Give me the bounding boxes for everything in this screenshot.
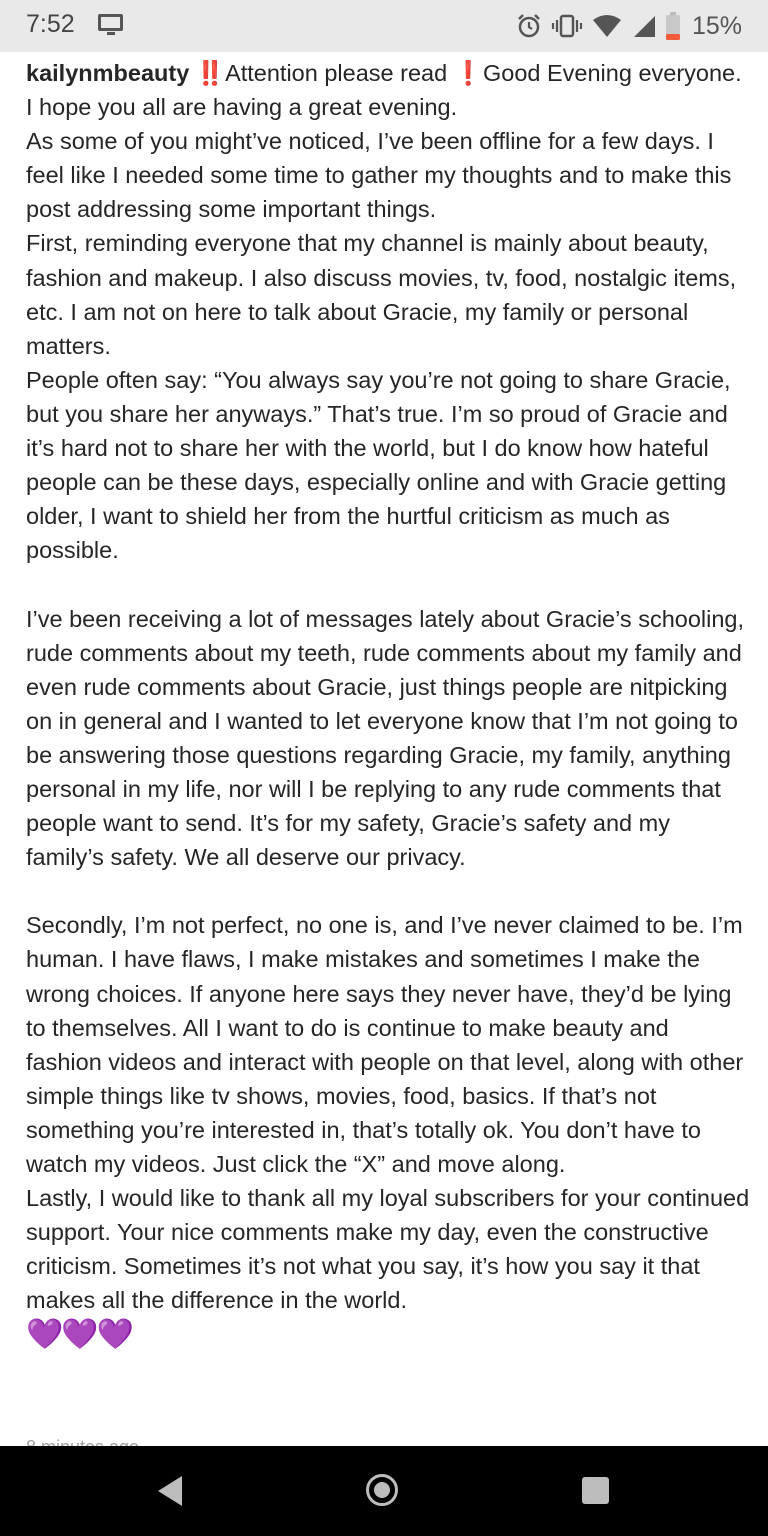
- post-timestamp: [26, 1436, 139, 1446]
- post-body: [26, 56, 750, 1353]
- signal-icon: [632, 14, 656, 38]
- vibrate-icon: [552, 13, 582, 39]
- battery-percent: 15%: [691, 11, 742, 40]
- purple-hearts-emoji: 💜💜💜: [26, 1318, 133, 1352]
- post-paragraph-6: Lastly, I would like to thank all my loyal subscribers for your continued support. Your nice comments make my day, even the constructive criticism. Sometimes it’s not what you say, it’s how you say it that makes all the difference in the world.: [26, 1185, 750, 1314]
- double-exclamation-emoji: ‼️: [195, 60, 226, 86]
- post-intro-text-1: Attention please read: [225, 60, 448, 86]
- username[interactable]: kailynmbeauty: [26, 60, 190, 86]
- status-icons: [516, 10, 742, 42]
- navigation-bar: [0, 1446, 768, 1536]
- battery-low-icon: [666, 12, 680, 40]
- post-paragraph-2: First, reminding everyone that my channel is mainly about beauty, fashion and makeup. I also discuss movies, tv, food, nostalgic items, etc. I am not on here to talk about Gracie, my family or personal matters.: [26, 230, 737, 359]
- post-paragraph-3: People often say: “You always say you’re not going to share Gracie, but you share her anyways.” That’s true. I’m so proud of Gracie and it’s hard not to share her with the world, but I do know how hateful people can be these days, especially online and with Gracie getting older, I want to shield her from the hurtful criticism as much as possible.: [26, 366, 731, 564]
- post-paragraph-1: As some of you might’ve noticed, I’ve been offline for a few days. I feel like I needed some time to gather my thoughts and to make this post addressing some important things.: [26, 128, 732, 223]
- paragraph-spacer: [26, 567, 750, 601]
- home-icon[interactable]: [366, 1474, 398, 1506]
- paragraph-spacer: [26, 874, 750, 908]
- back-icon[interactable]: [158, 1476, 182, 1506]
- status-time: 7:52: [26, 10, 75, 38]
- post-paragraph-5: Secondly, I’m not perfect, no one is, and I’ve never claimed to be. I’m human. I have flaws, I make mistakes and sometimes I make the wrong choices. If anyone here says they never have, they’d be lying to themselves. All I want to do is continue to make beauty and fashion videos and interact with people on that level, along with other simple things like tv shows, movies, food, basics. If that’s not something you’re interested in, that’s totally ok. You don’t have to watch my videos. Just click the “X” and move along.: [26, 912, 744, 1177]
- status-bar: [0, 0, 768, 52]
- post-intro: [26, 56, 750, 124]
- exclamation-emoji: ❗: [453, 60, 483, 86]
- post-intro-text-2: Good Evening everyone. I hope you all are having a great evening.: [26, 60, 742, 121]
- recents-icon[interactable]: [582, 1477, 609, 1504]
- screen-cast-icon: [98, 14, 123, 31]
- post-paragraph-4: I’ve been receiving a lot of messages lately about Gracie’s schooling, rude comments about my teeth, rude comments about my family and even rude comments about Gracie, just things people are nitpicking on in general and I wanted to let everyone know that I’m not going to be answering those questions regarding Gracie, my family, anything personal in my life, nor will I be replying to any rude comments that people want to send. It’s for my safety, Gracie’s safety and my family’s safety. We all deserve our privacy.: [26, 605, 745, 871]
- wifi-icon: [592, 14, 622, 38]
- alarm-icon: [516, 13, 542, 39]
